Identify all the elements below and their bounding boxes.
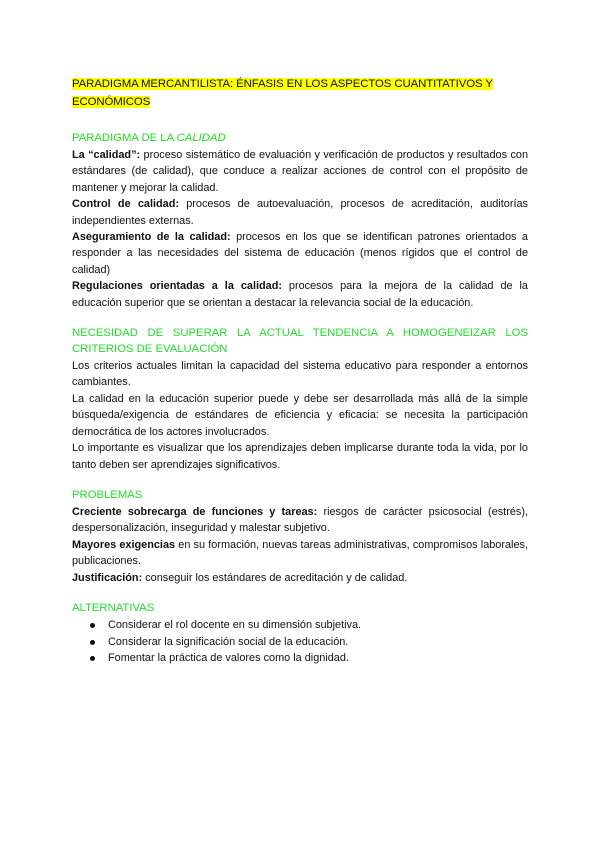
bullet-dot-icon xyxy=(90,656,95,661)
section-title-calidad xyxy=(72,130,528,146)
term-justificacion: Justificación: xyxy=(72,571,143,584)
section-title-alternativas: ALTERNATIVAS xyxy=(72,601,155,614)
term-aseguramiento: Aseguramiento de la calidad: xyxy=(72,231,231,244)
text-exigencias: en su formación, nuevas tareas administrativas, compromisos laborales, publicaciones. xyxy=(72,538,528,568)
section-title-calidad-italic: CALIDAD xyxy=(176,132,226,144)
text-control-calidad: procesos de autoevaluación, procesos de acreditación, auditorías independientes externas. xyxy=(72,198,528,227)
necesidad-paragraph-1: Los criterios actuales limitan la capacidad del sistema educativo para responder a entornos cambiantes. xyxy=(72,360,528,389)
section-paradigma-calidad xyxy=(72,130,528,311)
list-item-text: Fomentar la práctica de valores como la dignidad. xyxy=(108,652,349,665)
necesidad-paragraph-2: La calidad en la educación superior puede y debe ser desarrollada más allá de la simple búsqueda/exigencia de estándares de eficiencia y eficacia: se necesita la participación democrática de los actores involucrados. xyxy=(72,392,528,438)
section-problemas xyxy=(72,487,528,586)
list-item-text: Considerar el rol docente en su dimensión subjetiva. xyxy=(108,618,362,631)
problema-exigencias xyxy=(72,537,528,570)
document-title-wrap xyxy=(72,74,528,110)
definition-control-calidad xyxy=(72,196,528,229)
text-justificacion: conseguir los estándares de acreditación y de calidad. xyxy=(142,571,408,584)
term-regulaciones: Regulaciones orientadas a la calidad: xyxy=(72,280,282,293)
document-title: PARADIGMA MERCANTILISTA: ÉNFASIS EN LOS ASPECTOS CUANTITATIVOS Y ECONÓMICOS xyxy=(72,78,493,108)
list-item xyxy=(72,617,528,634)
list-item xyxy=(72,650,528,667)
alternativas-list xyxy=(72,617,528,667)
list-item xyxy=(72,634,528,651)
section-necesidad xyxy=(72,325,528,473)
section-title-problemas: PROBLEMAS xyxy=(72,488,143,501)
section-title-necesidad: NECESIDAD DE SUPERAR LA ACTUAL TENDENCIA A HOMOGENEIZAR LOS CRITERIOS DE EVALUACIÓN xyxy=(72,327,528,356)
problema-justificacion xyxy=(72,570,528,586)
section-alternativas xyxy=(72,600,528,667)
term-calidad: La “calidad”: xyxy=(72,149,141,161)
text-calidad: proceso sistemático de evaluación y verificación de productos y resultados con estándares (de calidad), que conduce a realizar acciones de control con el propósito de mantener y mejorar la calidad. xyxy=(72,149,529,194)
definition-regulaciones xyxy=(72,278,528,311)
text-regulaciones: procesos para la mejora de la calidad de la educación superior que se orientan a destacar la relevancia social de la educación. xyxy=(72,280,528,309)
term-sobrecarga: Creciente sobrecarga de funciones y tareas: xyxy=(72,505,318,518)
bullet-dot-icon xyxy=(90,623,95,628)
problema-sobrecarga xyxy=(72,504,528,537)
necesidad-paragraph-3: Lo importante es visualizar que los aprendizajes deben implicarse durante toda la vida, por lo tanto deben ser aprendizajes significativos. xyxy=(72,442,528,471)
bullet-dot-icon xyxy=(90,640,95,645)
term-control-calidad: Control de calidad: xyxy=(72,198,180,211)
definition-calidad xyxy=(72,147,528,196)
section-title-calidad-prefix: PARADIGMA DE LA xyxy=(72,132,177,144)
term-exigencias: Mayores exigencias xyxy=(72,538,176,551)
list-item-text: Considerar la significación social de la educación. xyxy=(108,635,349,648)
text-sobrecarga: riesgos de carácter psicosocial (estrés), despersonalización, inseguridad y malestar subjetivo. xyxy=(72,505,528,535)
text-aseguramiento: procesos en los que se identifican patrones orientados a responder a las necesidades del sistema de educación (menos rígidos que el control de calidad) xyxy=(72,231,528,276)
definition-aseguramiento xyxy=(72,229,528,278)
